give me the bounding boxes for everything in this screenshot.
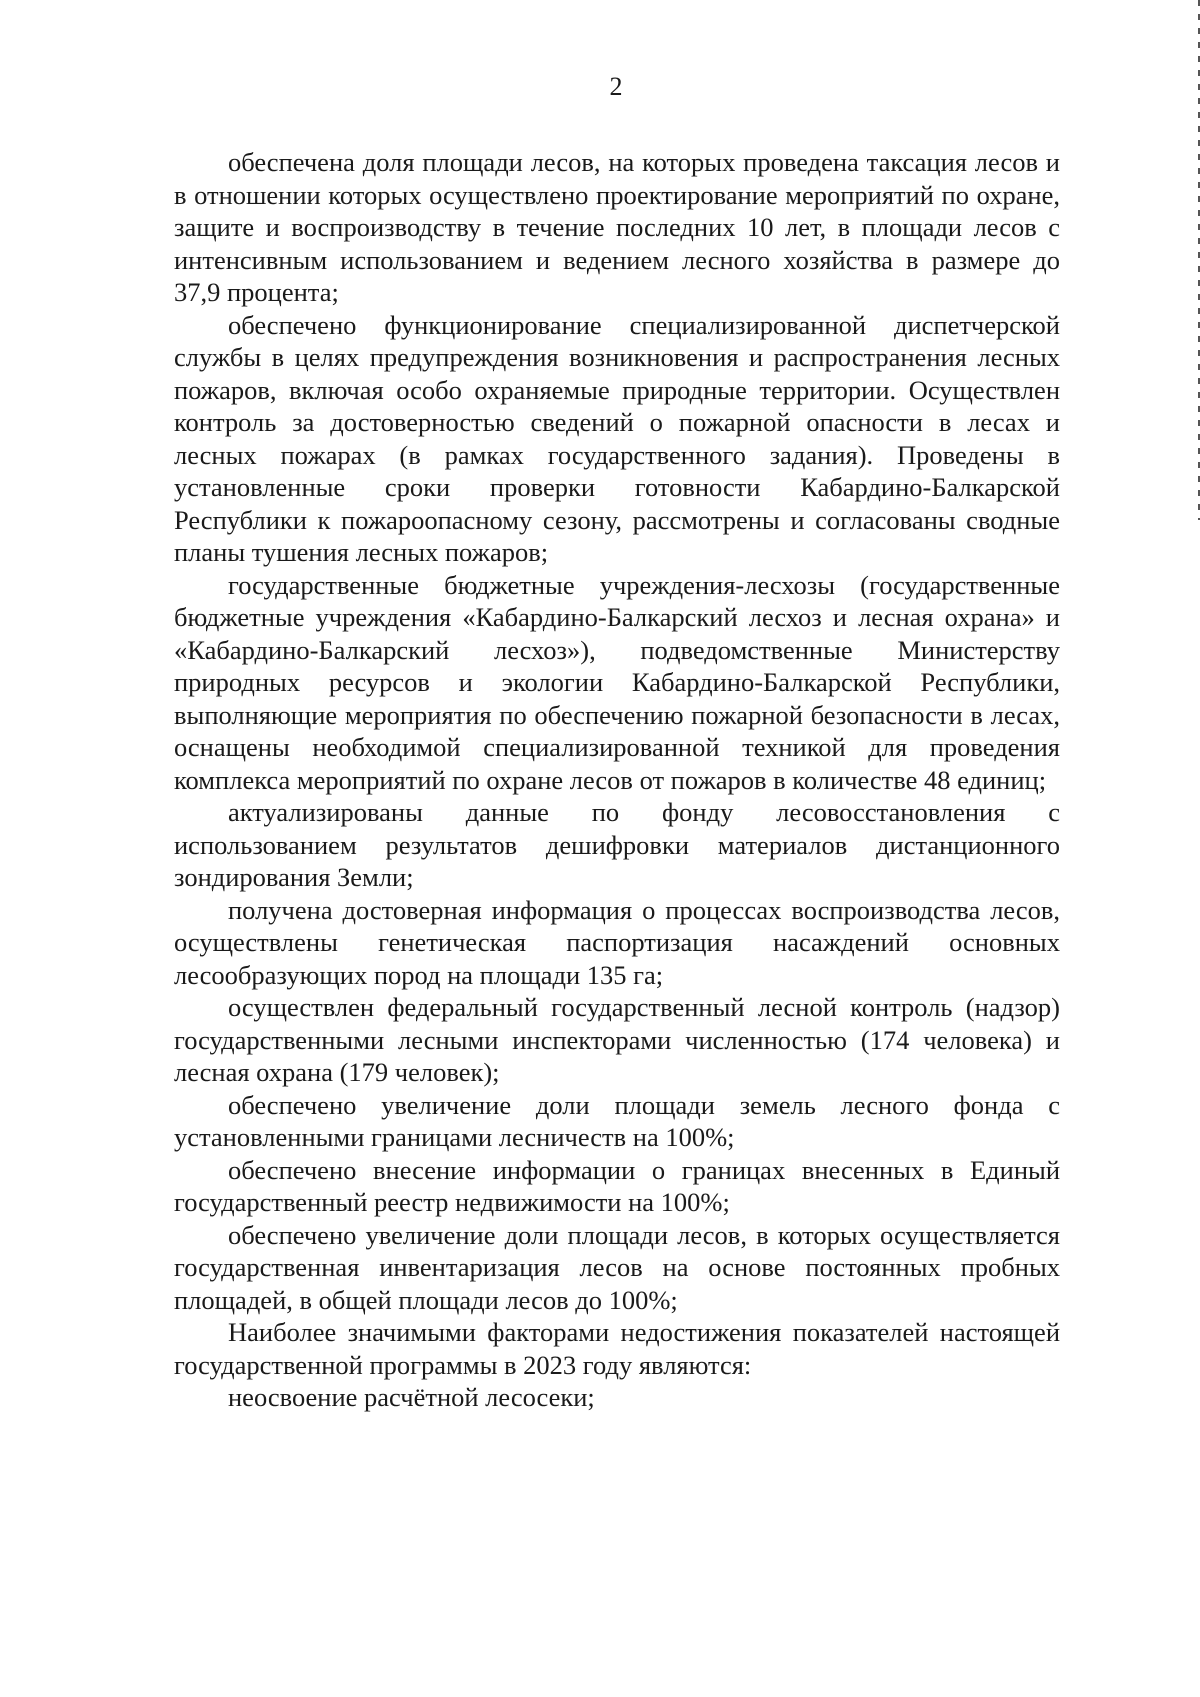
paragraph-dispatch-service: обеспечено функционирование специализированной диспетчерской службы в целях предупреждения возникновения и распространения лесных пожаров, включая особо охраняемые природные территории. Осуществлен контроль за достоверностью сведений о пожарной опасности в лесах и лесных пожарах (в рамках государственного задания). Проведены в установленные сроки проверки готовности Кабардино-Балкарской Республики к пожароопасному сезону, рассмотрены и согласованы сводные планы тушения лесных пожаров; [174,309,1060,567]
paragraph-factor-cutting-area: неосвоение расчётной лесосеки; [228,1382,595,1412]
page-number: 2 [609,72,623,101]
paragraph-forestry-institutions: государственные бюджетные учреждения-лесхозы (государственные бюджетные учреждения «Кабардино-Балкарский лесхоз и лесная охрана» и «Кабардино-Балкарский лесхоз»), подведомственные Министерству природных ресурсов и экологии Кабардино-Балкарской Республики, выполняющие мероприятия по обеспечению пожарной безопасности в лесах, оснащены необходимой специализированной техникой для проведения комплекса мероприятий по охране лесов от пожаров в количестве 48 единиц; [174,569,1060,795]
paragraph-reforestation-data: актуализированы данные по фонду лесовосстановления с использованием результатов дешифровки материалов дистанционного зондирования Земли; [174,797,1060,892]
paragraph-registry-info: обеспечено внесение информации о границах внесенных в Единый государственный реестр недвижимости на 100%; [174,1154,1060,1217]
paragraph-forestry-boundaries: обеспечено увеличение доли площади земель лесного фонда с установленными границами лесничеств на 100%; [174,1089,1060,1152]
paragraph-factors-intro: Наиболее значимыми факторами недостижения показателей настоящей государственной программы в 2023 году являются: [174,1317,1060,1380]
paragraph-forest-control: осуществлен федеральный государственный лесной контроль (надзор) государственными лесными инспекторами численностью (174 человека) и лесная охрана (179 человек); [174,992,1060,1087]
paragraph-taxation-share: обеспечена доля площади лесов, на которых проведена таксация лесов и в отношении которых осуществлено проектирование мероприятий по охране, защите и воспроизводству в течение последних 10 лет, в площади лесов с интенсивным использованием и ведением лесного хозяйства в размере до 37,9 процента; [174,147,1060,307]
document-body [174,146,1060,1414]
paragraph-inventory-share: обеспечено увеличение доли площади лесов, в которых осуществляется государственная инвентаризация лесов на основе постоянных пробных площадей, в общей площади лесов до 100%; [174,1219,1060,1315]
paragraph-genetic-certification: получена достоверная информация о процессах воспроизводства лесов, осуществлены генетическая паспортизация насаждений основных лесообразующих пород на площади 135 га; [174,894,1060,990]
